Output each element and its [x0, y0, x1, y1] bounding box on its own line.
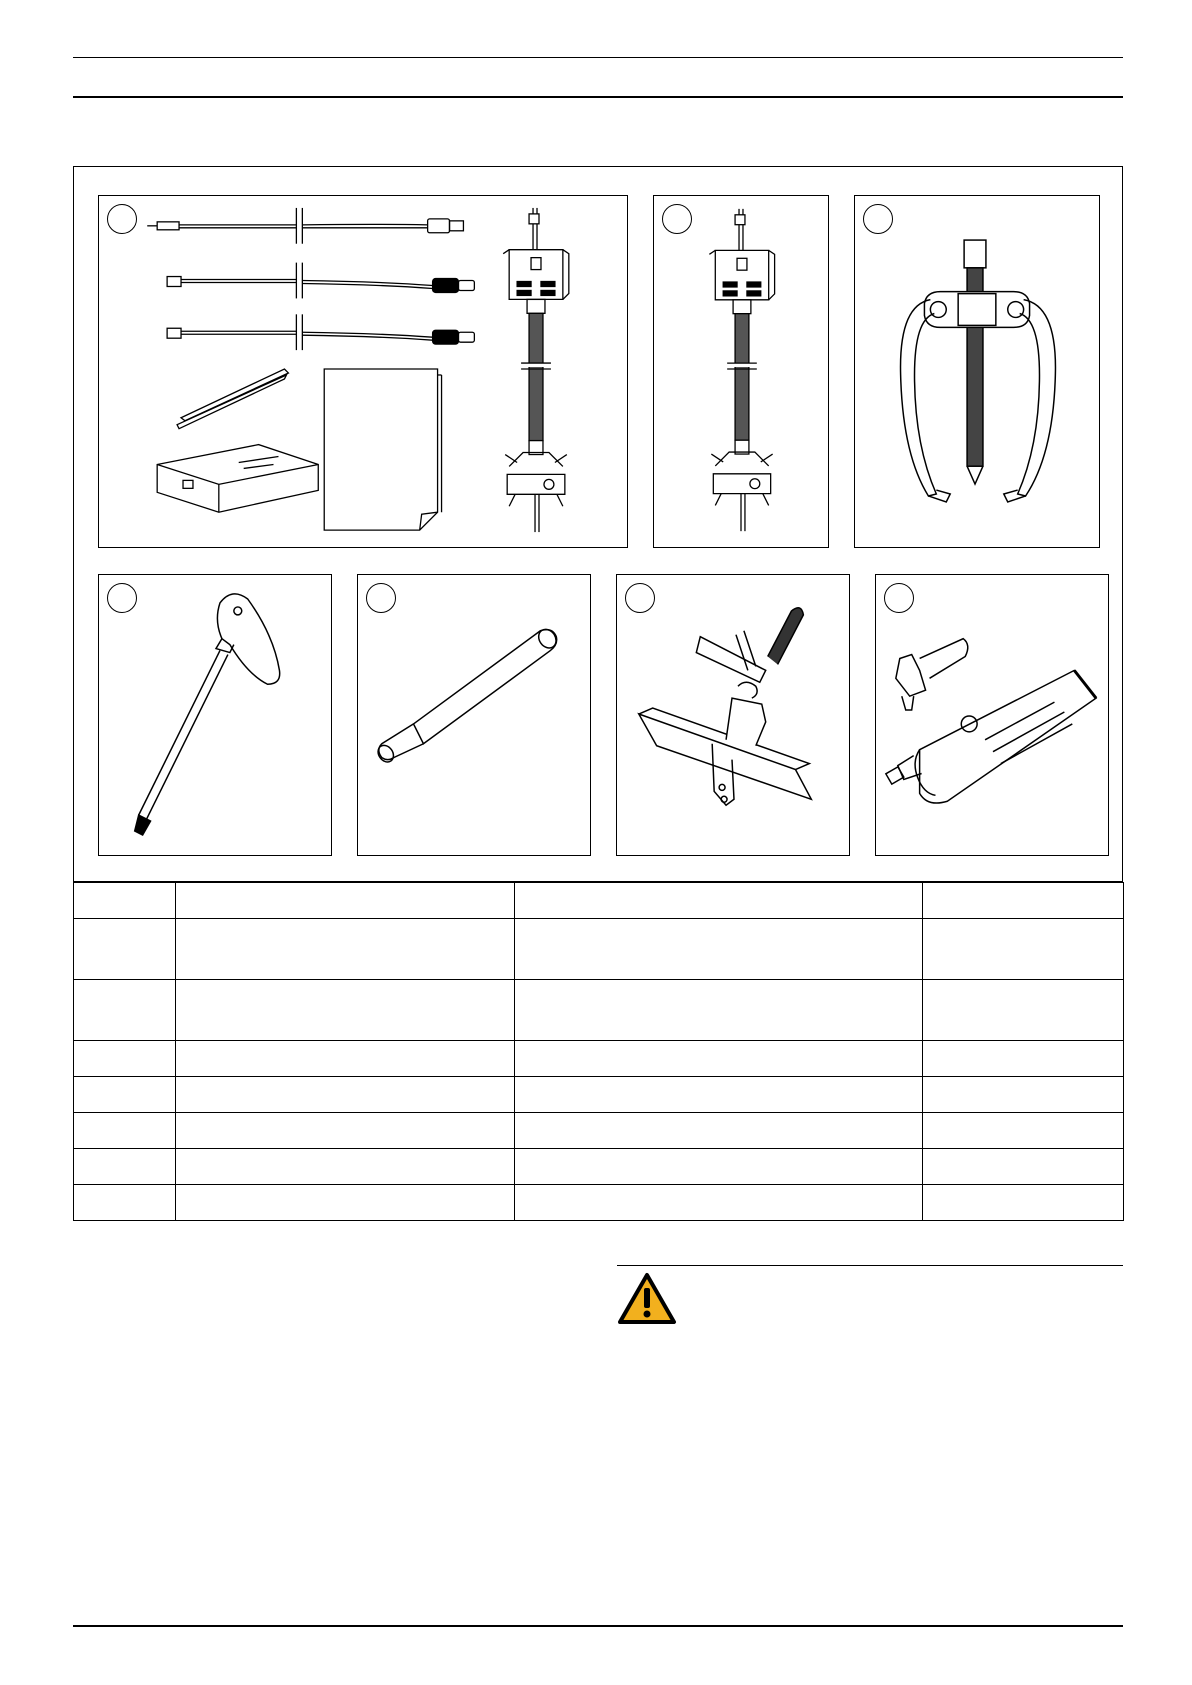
table-header-cell: [74, 883, 176, 919]
panel-number-badge: [662, 204, 692, 234]
table-cell: [74, 919, 176, 980]
fixture-bracket-illustration: [617, 575, 849, 855]
table-cell: [515, 1149, 923, 1185]
panel-number-badge: [107, 204, 137, 234]
panel-fixture-bracket: [616, 574, 850, 856]
panel-number-badge: [107, 583, 137, 613]
warning-triangle-icon: [617, 1272, 677, 1326]
header-rule-top: [73, 57, 1123, 58]
panel-cable-harness: [653, 195, 829, 548]
table-cell: [923, 1185, 1124, 1221]
table-cell: [515, 1185, 923, 1221]
panel-diagnostic-kit: [98, 195, 628, 548]
table-header-cell: [176, 883, 515, 919]
drift-punch-illustration: [358, 575, 590, 855]
table-cell: [74, 1185, 176, 1221]
panel-grease-tube: [875, 574, 1109, 856]
table-row: [74, 919, 1124, 980]
tools-figure: [73, 166, 1123, 882]
panel-t-handle: [98, 574, 332, 856]
grease-tube-illustration: [876, 575, 1108, 855]
table-cell: [176, 1113, 515, 1149]
table-row: [74, 1149, 1124, 1185]
table-cell: [515, 919, 923, 980]
table-cell: [176, 1077, 515, 1113]
table-cell: [923, 1041, 1124, 1077]
table-cell: [176, 1149, 515, 1185]
table-cell: [74, 1041, 176, 1077]
table-cell: [515, 1113, 923, 1149]
table-cell: [515, 980, 923, 1041]
cable-harness-illustration: [654, 196, 828, 547]
table-cell: [923, 1077, 1124, 1113]
panel-number-badge: [884, 583, 914, 613]
panel-number-badge: [366, 583, 396, 613]
table-header-row: [74, 883, 1124, 919]
table-cell: [176, 1185, 515, 1221]
table-cell: [923, 919, 1124, 980]
t-handle-illustration: [99, 575, 331, 855]
table-header-cell: [515, 883, 923, 919]
table-cell: [74, 980, 176, 1041]
table-cell: [74, 1077, 176, 1113]
table-cell: [923, 1149, 1124, 1185]
table-cell: [176, 1041, 515, 1077]
table-row: [74, 1113, 1124, 1149]
header-rule-bottom: [73, 96, 1123, 98]
table-row: [74, 1185, 1124, 1221]
diagnostic-kit-illustration: [99, 196, 627, 547]
tools-table: [73, 882, 1124, 1221]
gear-puller-illustration: [855, 196, 1099, 547]
table-cell: [74, 1113, 176, 1149]
table-cell: [923, 1113, 1124, 1149]
table-cell: [515, 1041, 923, 1077]
table-row: [74, 980, 1124, 1041]
table-header-cell: [923, 883, 1124, 919]
panel-number-badge: [625, 583, 655, 613]
panel-number-badge: [863, 204, 893, 234]
table-cell: [176, 919, 515, 980]
warning-rule: [617, 1265, 1123, 1266]
table-cell: [74, 1149, 176, 1185]
table-cell: [176, 980, 515, 1041]
panel-gear-puller: [854, 195, 1100, 548]
table-cell: [923, 980, 1124, 1041]
footer-rule: [73, 1625, 1123, 1627]
panel-drift-punch: [357, 574, 591, 856]
table-cell: [515, 1077, 923, 1113]
table-row: [74, 1041, 1124, 1077]
table-row: [74, 1077, 1124, 1113]
